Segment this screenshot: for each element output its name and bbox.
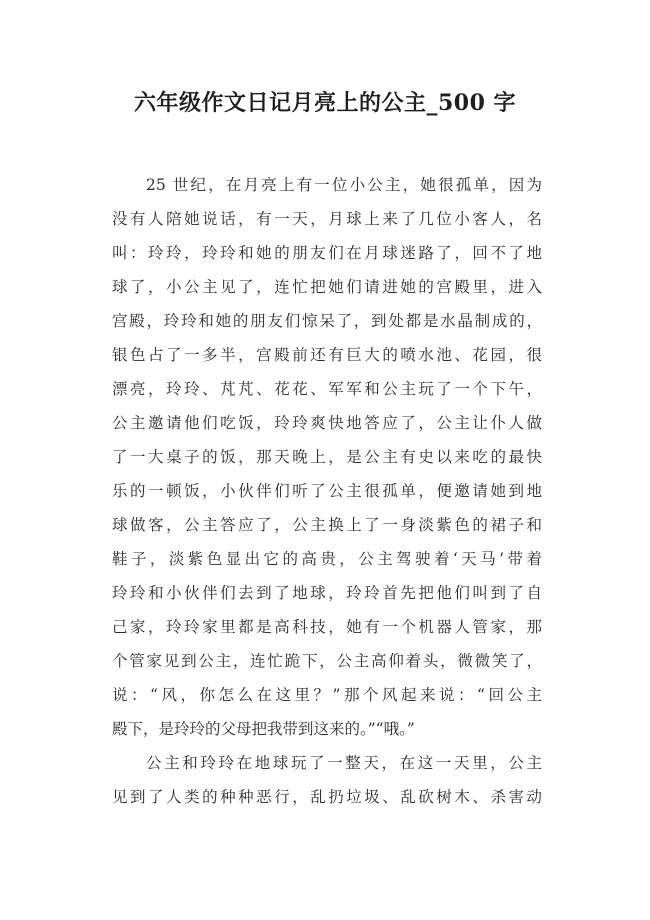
- text-line: 己家，玲玲家里都是高科技，她有一个机器人管家，那: [112, 618, 542, 636]
- text-line: 个管家见到公主，连忙跪下，公主高仰着头，微微笑了，: [112, 652, 542, 670]
- text-line: 殿下，是玲玲的父母把我带到这来的。”“哦。”: [112, 720, 415, 738]
- text-line: 没有人陪她说话，有一天，月球上来了几位小客人，名: [112, 210, 542, 228]
- text-line: 鞋子，淡紫色显出它的高贵，公主驾驶着‘天马’带着: [112, 550, 542, 568]
- document-body: [112, 168, 542, 814]
- text-line: 球了，小公主见了，连忙把她们请进她的宫殿里，进入: [112, 278, 542, 296]
- text-line: 漂亮，玲玲、芃芃、花花、军军和公主玩了一个下午，: [112, 380, 542, 398]
- document-title: 六年级作文日记月亮上的公主_500 字: [133, 90, 517, 116]
- text-line: 公主邀请他们吃饭，玲玲爽快地答应了，公主让仆人做: [112, 414, 542, 432]
- text-line: 叫：玲玲，玲玲和她的朋友们在月球迷路了，回不了地: [112, 244, 542, 262]
- text-line: 玲玲和小伙伴们去到了地球，玲玲首先把他们叫到了自: [112, 584, 542, 602]
- text-line: 乐的一顿饭，小伙伴们听了公主很孤单，便邀请她到地: [112, 482, 542, 500]
- text-line: 说：“风，你怎么在这里？”那个风起来说：“回公主: [112, 686, 542, 704]
- text-line: 见到了人类的种种恶行，乱扔垃圾、乱砍树木、杀害动: [112, 788, 542, 806]
- text-line: 宫殿，玲玲和她的朋友们惊呆了，到处都是水晶制成的，: [112, 312, 542, 330]
- text-line: 了一大桌子的饭，那天晚上，是公主有史以来吃的最快: [112, 448, 542, 466]
- text-line: 银色占了一多半，宫殿前还有巨大的喷水池、花园，很: [112, 346, 542, 364]
- text-line: 球做客，公主答应了，公主换上了一身淡紫色的裙子和: [112, 516, 542, 534]
- text-line: 公主和玲玲在地球玩了一整天，在这一天里，公主: [146, 754, 542, 772]
- text-line: 25 世纪，在月亮上有一位小公主，她很孤单，因为: [146, 176, 542, 194]
